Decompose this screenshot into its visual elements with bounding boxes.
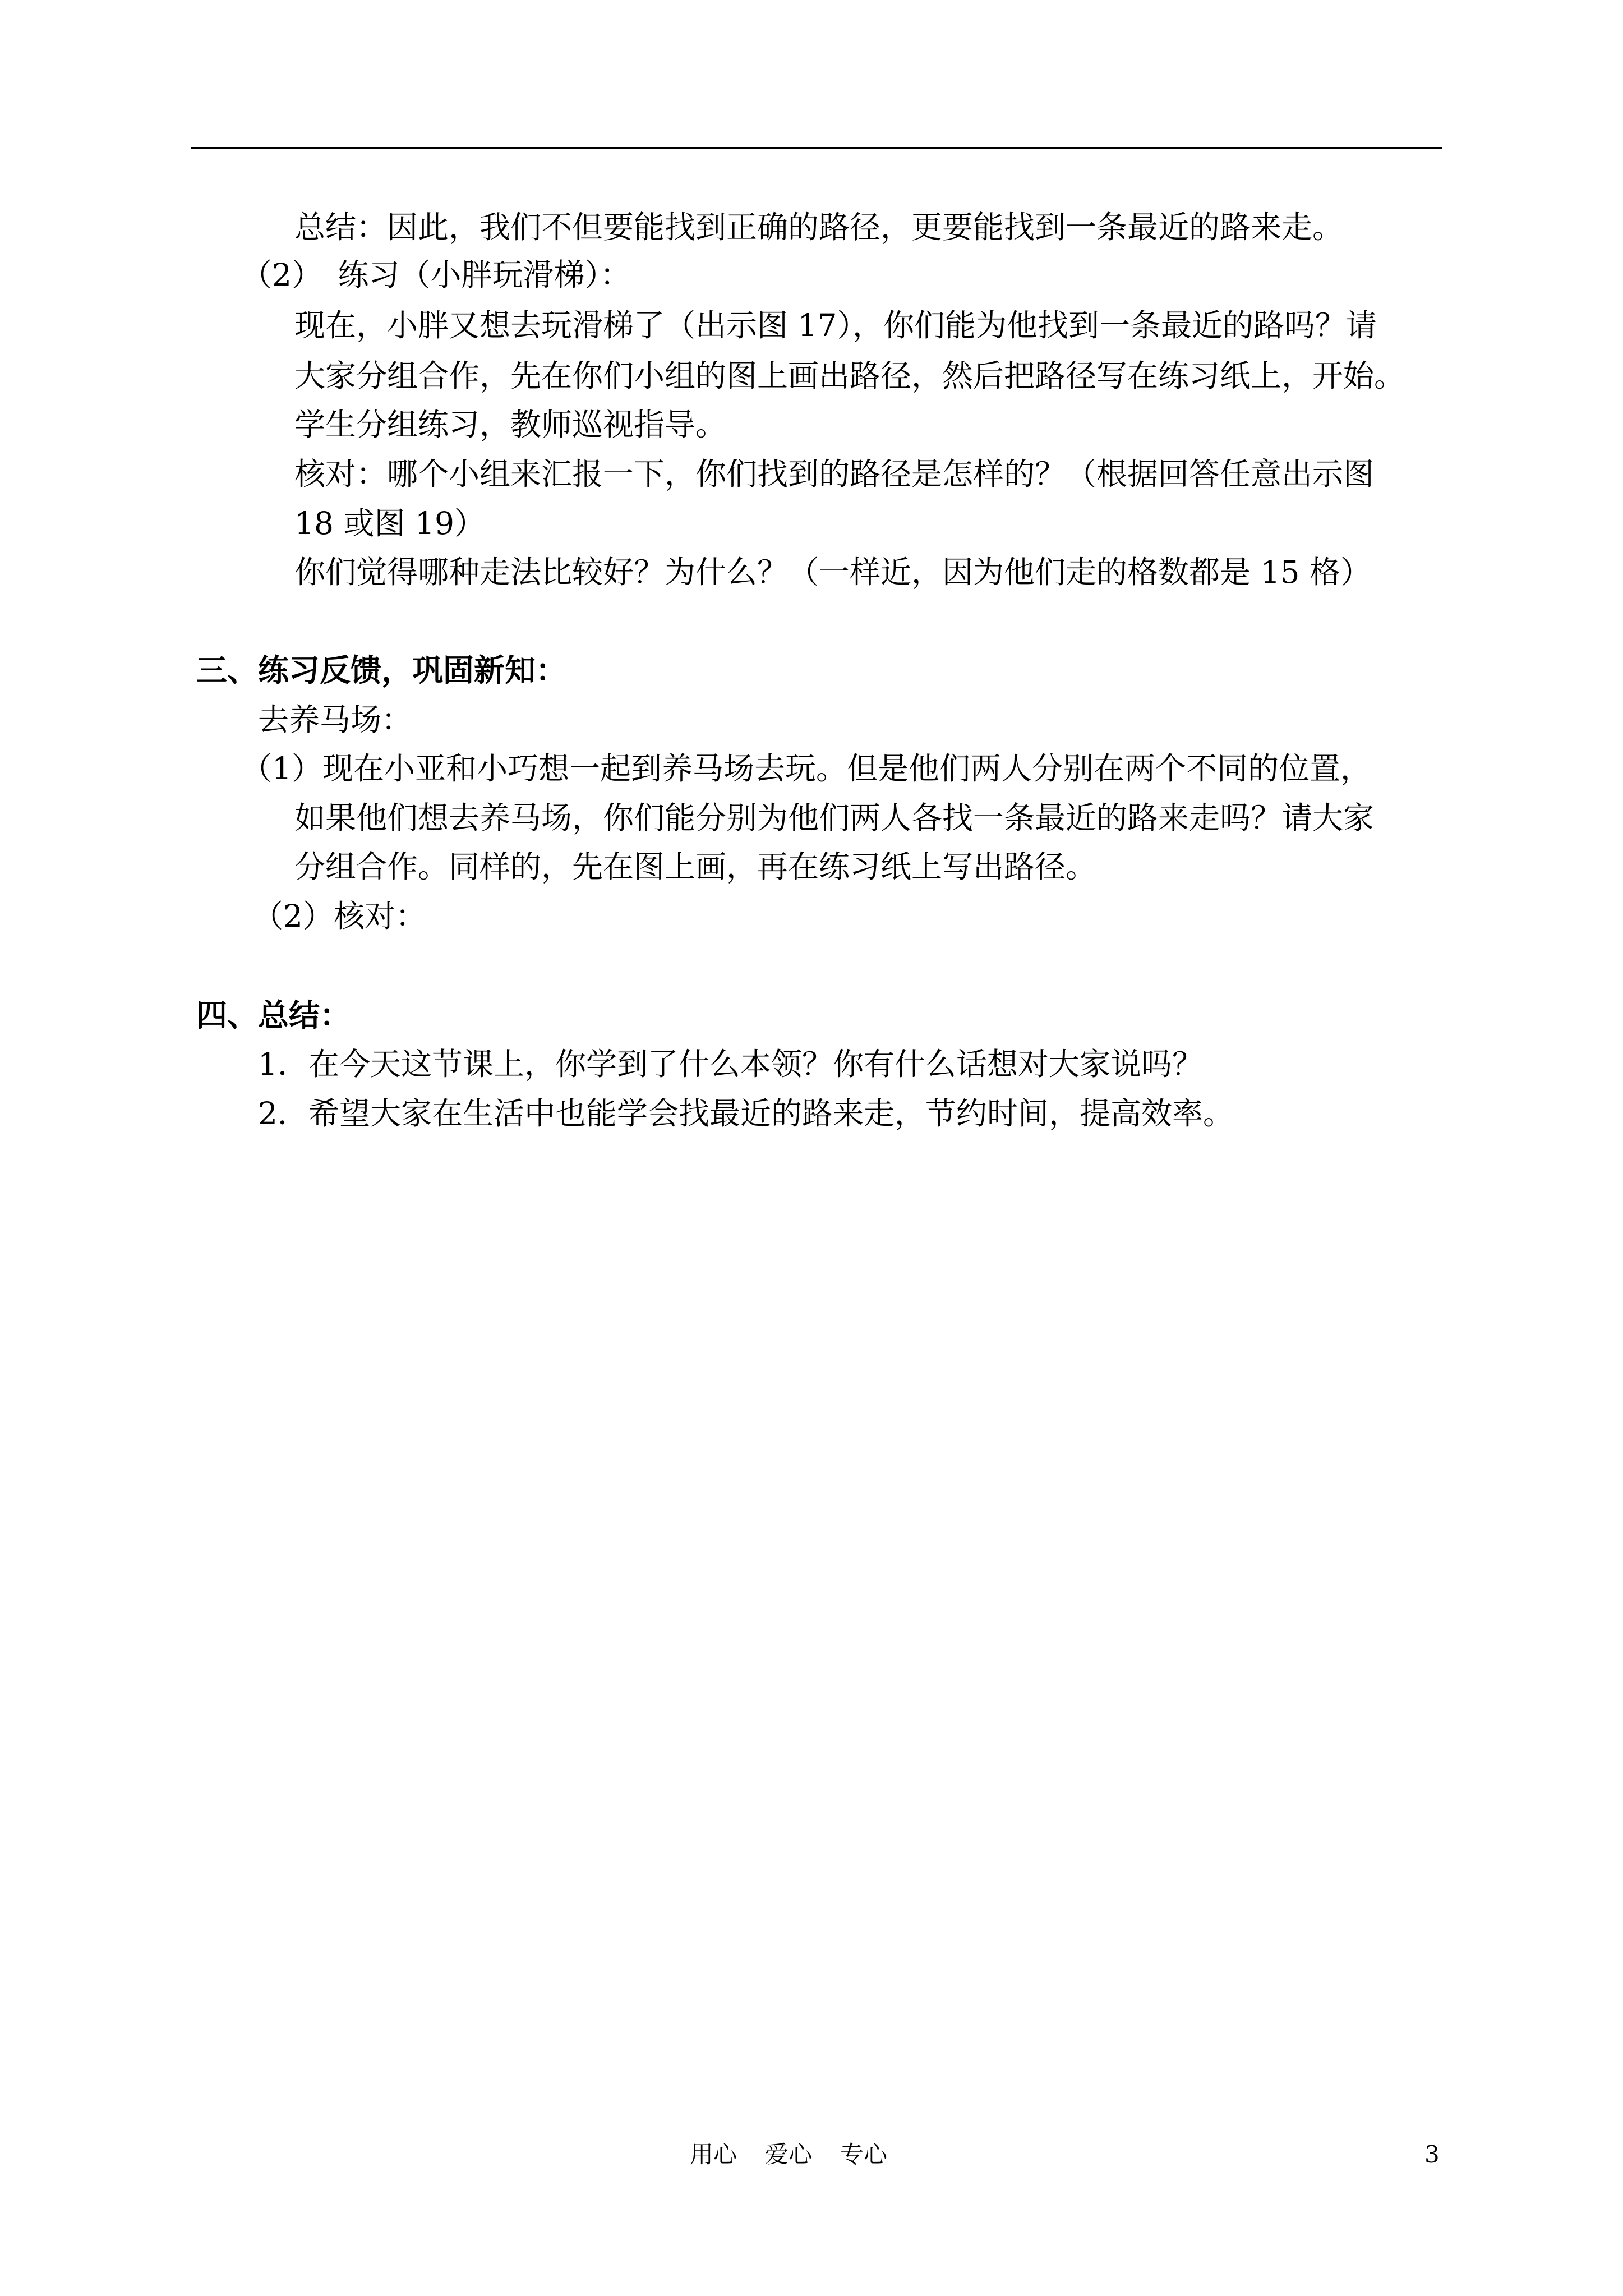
summary-line: 总结：因此，我们不但要能找到正确的路径，更要能找到一条最近的路来走。 — [294, 209, 1344, 245]
section-3-item-line: 如果他们想去养马场，你们能分别为他们两人各找一条最近的路来走吗？请大家 — [294, 800, 1375, 836]
footer-motto-word: 爱心 — [765, 2141, 813, 2168]
section-3-item-line: 分组合作。同样的，先在图上画，再在练习纸上写出路径。 — [294, 849, 1097, 885]
exercise-2-title: （2） 练习（小胖玩滑梯）： — [241, 257, 631, 293]
exercise-2-paragraph-line: 学生分组练习，教师巡视指导。 — [294, 407, 727, 443]
exercise-2-paragraph-line: 18 或图 19） — [294, 505, 485, 541]
header-rule — [191, 147, 1442, 149]
exercise-2-paragraph-line: 你们觉得哪种走法比较好？为什么？（一样近，因为他们走的格数都是 15 格） — [294, 554, 1371, 590]
exercise-2-paragraph-line: 大家分组合作，先在你们小组的图上画出路径，然后把路径写在练习纸上，开始。 — [294, 358, 1405, 394]
footer-motto — [690, 2140, 915, 2169]
footer-motto-word: 专心 — [840, 2141, 888, 2168]
section-3-heading: 三、练习反馈，巩固新知： — [196, 652, 567, 688]
section-4-heading: 四、总结： — [196, 997, 351, 1033]
section-3-item-line: （2）核对： — [252, 898, 426, 934]
section-4-item: 1．在今天这节课上，你学到了什么本领？你有什么话想对大家说吗？ — [258, 1046, 1203, 1082]
exercise-2-paragraph-line: 核对：哪个小组来汇报一下，你们找到的路径是怎样的？（根据回答任意出示图 — [294, 456, 1375, 492]
section-3-item-line: （1）现在小亚和小巧想一起到养马场去玩。但是他们两人分别在两个不同的位置， — [241, 751, 1371, 786]
footer-motto-word: 用心 — [690, 2141, 737, 2168]
page-number: 3 — [1424, 2141, 1440, 2168]
exercise-2-paragraph-line: 现在，小胖又想去玩滑梯了（出示图 17），你们能为他找到一条最近的路吗？请 — [294, 307, 1377, 343]
section-4-item: 2．希望大家在生活中也能学会找最近的路来走，节约时间，提高效率。 — [258, 1096, 1234, 1131]
section-3-subtitle: 去养马场： — [258, 702, 413, 738]
